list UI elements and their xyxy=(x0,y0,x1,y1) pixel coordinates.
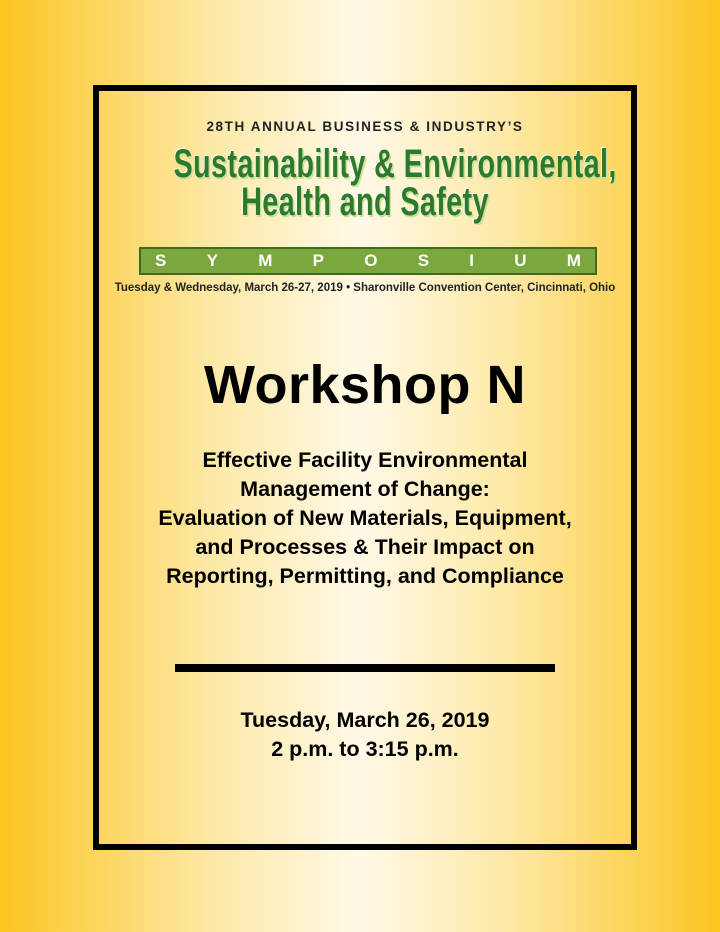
workshop-description xyxy=(99,446,631,591)
workshop-title: Workshop N xyxy=(203,355,526,415)
logo-title-line-1: Sustainability & Environmental, xyxy=(173,142,617,186)
symposium-logo xyxy=(99,119,631,224)
description-line: Management of Change: xyxy=(240,477,490,501)
logo-top-line: 28TH ANNUAL BUSINESS & INDUSTRY’S xyxy=(206,119,524,134)
page-frame xyxy=(93,85,637,850)
band-letter: O xyxy=(364,251,378,270)
logo-date-line: Tuesday & Wednesday, March 26-27, 2019 • Sharonville Convention Center, Cincinnati, Ohio xyxy=(114,282,616,294)
logo-title-line-2: Health and Safety xyxy=(241,180,489,224)
band-letter: Y xyxy=(206,251,218,270)
description-line: and Processes & Their Impact on xyxy=(195,535,535,559)
band-letter: S xyxy=(155,251,167,270)
band-letter: M xyxy=(258,251,273,270)
workshop-date: Tuesday, March 26, 2019 xyxy=(240,708,490,732)
band-letter: S xyxy=(417,251,430,270)
band-letter: I xyxy=(469,251,475,270)
description-line: Effective Facility Environmental xyxy=(202,448,528,472)
band-letter: U xyxy=(514,251,527,270)
symposium-band xyxy=(139,247,597,275)
workshop-time: 2 p.m. to 3:15 p.m. xyxy=(271,737,459,761)
workshop-schedule xyxy=(99,706,631,764)
description-line: Reporting, Permitting, and Compliance xyxy=(166,564,564,588)
band-letter: M xyxy=(566,251,581,270)
description-line: Evaluation of New Materials, Equipment, xyxy=(158,506,572,530)
band-letter: P xyxy=(312,251,324,270)
divider-rule xyxy=(175,664,555,672)
